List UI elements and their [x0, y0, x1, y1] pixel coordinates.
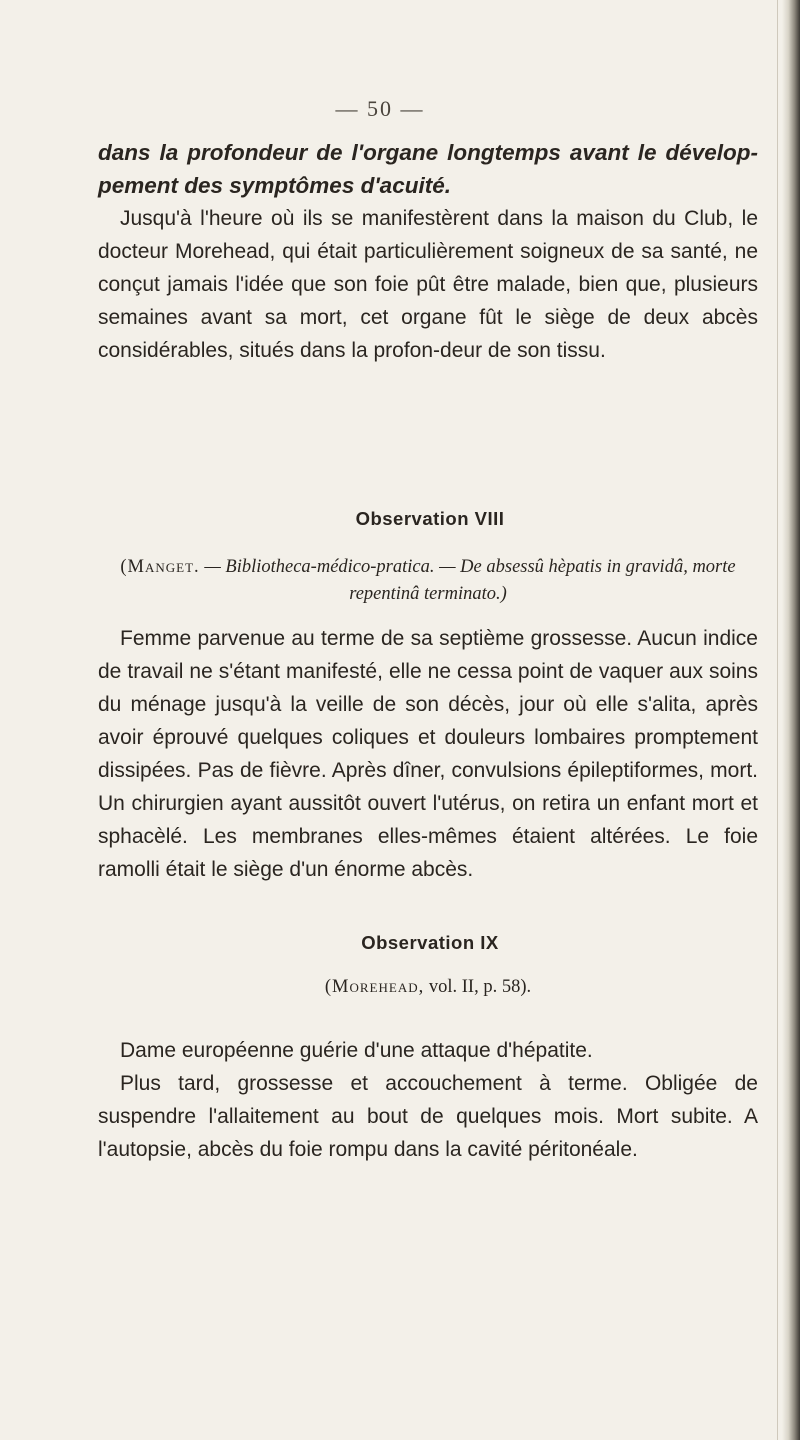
page-number: — 50 —	[335, 96, 425, 121]
observation-9-ref-author: (Morehead,	[324, 977, 425, 997]
intro-section	[98, 136, 758, 367]
observation-9-line1: Dame européenne guérie d'une attaque d'hépatite.	[120, 1039, 593, 1062]
observation-9-title: Observation IX	[361, 932, 499, 953]
observation-8-reference	[98, 554, 758, 608]
observation-8-section	[98, 622, 758, 886]
observation-8-ref-work: — Bibliotheca-médico-pratica. — De absessû hèpatis in gravidâ, morte repentinâ terminato.)	[204, 557, 736, 604]
page-edge-shadow	[782, 0, 800, 1440]
observation-8-ref-author: (Manget.	[120, 557, 200, 577]
observation-8-body: Femme parvenue au terme de sa septième grossesse. Aucun indice de travail ne s'étant manifesté, elle ne cessa point de vaquer aux soins du ménage jusqu'à la veille de son décès, jour où elle s'alita, après avoir éprouvé quelques coliques et douleurs lombaires promptement dissipées. Pas de fièvre. Après dîner, convulsions épileptiformes, mort. Un chirurgien ayant aussitôt ouvert l'utérus, on retira un enfant mort et sphacèlé. Les membranes elles-mêmes étaient altérées. Le foie ramolli était le siège d'un énorme abcès.	[98, 627, 758, 881]
observation-9-section	[98, 1034, 758, 1166]
observation-9-body: Plus tard, grossesse et accouchement à terme. Obligée de suspendre l'allaitement au bout de quelques mois. Mort subite. A l'autopsie, abcès du foie rompu dans la cavité péritonéale.	[98, 1072, 758, 1161]
intro-italic-text: dans la profondeur de l'organe longtemps avant le dévelop-pement des symptômes d'acuité.	[98, 140, 758, 198]
observation-9-reference	[98, 974, 758, 1001]
observation-8-title: Observation VIII	[355, 508, 505, 529]
observation-9-ref-rest: vol. II, p. 58).	[428, 977, 532, 997]
page-edge-line	[777, 0, 778, 1440]
intro-paragraph: Jusqu'à l'heure où ils se manifestèrent dans la maison du Club, le docteur Morehead, qui était particulièrement soigneux de sa santé, ne conçut jamais l'idée que son foie pût être malade, bien que, plusieurs semaines avant sa mort, cet organe fût le siège de deux abcès considérables, situés dans la profon-deur de son tissu.	[98, 207, 758, 362]
